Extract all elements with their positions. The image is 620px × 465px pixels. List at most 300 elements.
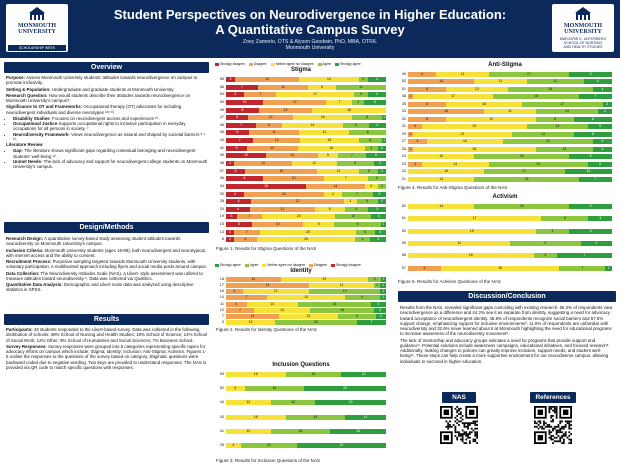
- question-label: 50: [219, 99, 224, 104]
- stacked-bar: [226, 415, 386, 420]
- legend-item-sa: Strongly agree: [335, 62, 361, 66]
- stacked-bar: [226, 192, 386, 197]
- bar-segment: 18: [244, 192, 324, 197]
- bar-segment: 5: [318, 153, 338, 158]
- bar-segment: 16: [286, 415, 346, 420]
- bar-segment: 22: [304, 386, 386, 391]
- bar-segment: 11: [249, 130, 299, 135]
- title-line-1: Student Perspectives on Neurodivergence in Higher Education:: [113, 7, 507, 22]
- bar-segment: 7: [226, 85, 258, 90]
- bar-segment: 13: [259, 108, 312, 113]
- bar-segment: 12: [243, 289, 309, 294]
- question-label: 21: [401, 176, 406, 181]
- bar-segment: 3: [365, 184, 378, 189]
- chart-title: Anti-Stigma: [488, 62, 522, 68]
- discussion-heading: Discussion/Conclusion: [398, 291, 616, 302]
- legend-item-sd: Strongly disagree: [215, 62, 245, 66]
- bar-segment: 14: [306, 184, 365, 189]
- bar-segment: 4: [368, 92, 386, 97]
- logo-right-sub: MARJORIE K. UNTERBERG SCHOOL OF NURSING AND HEALTH STUDIES: [559, 37, 607, 49]
- chart-caption: Figure 1. Results for Stigma Questions of the NAS: [216, 246, 317, 251]
- bar-segment: 18: [441, 266, 559, 271]
- bar-segment: 15: [286, 372, 342, 377]
- bar-segment: 5: [226, 386, 245, 391]
- bar-segment: 6: [408, 72, 436, 77]
- bar-segment: 18: [493, 94, 578, 99]
- bar-segment: 15: [330, 429, 386, 434]
- bar-segment: 12: [248, 115, 293, 120]
- bar-segment: 4: [581, 241, 612, 246]
- discussion-paragraph-1: Results from the NAS, revealed significant gaps coinciding with existing research. 65.2% of respondents view neurodivergence as a difference and 44.2% see it as separate from identity, suggesting a need for advocacy toward acceptance of neurodivergent identity. 46.8% of respondents recognize social barriers and 67.5% support change, emphasizing support for inclusive environments³. 11.6% of respondents are unfamiliar with neurodiversity and 32.6% never learned about it at Monmouth highlighting the need for educational programs to increase awareness of the neurodiversity movement⁹.: [400, 305, 613, 337]
- bar-segment: 14: [235, 77, 299, 82]
- question-label: 23: [401, 161, 406, 166]
- question-label: 28: [219, 199, 224, 204]
- question-label: 10: [219, 307, 224, 312]
- question-label: 61: [401, 216, 406, 221]
- overview-body: Purpose: Assess Monmouth University students’ attitudes towards neurodivergence on campus to promote inclusivity. Setting & Population: Undergraduate and graduate students at Monmouth University. Research Question: How would students describe their attitudes towards neurodivergence on Monmouth University’s campus? Significance to OT and Frameworks: Occupational therapy (OT) advocates for including neurodivergent individuals and diverse neurotypes ¹²⁸ ¹⁰. • Disability Studies- Focuses on neurodivergent access and experiences ¹⁰. • Occupational Justice-Supports occupational rights to inclusive participation in everyday occupations for all persons in society. ⁷ • Neurodiversity Framework- Views neurodivergence as natural and shaped by societal barriers ² ⁴ ¹⁰. Literature Review • Gap- The literature shows significant gaps regarding contextual belonging and neurodivergent students’ well-being ¹². • Unmet Needs- The lack of advocacy and support for neurodivergent college students on Monmouth University’s campus.: [6, 75, 208, 169]
- stacked-bar: [226, 138, 386, 143]
- bar-segment: 4: [536, 229, 570, 234]
- bar-segment: 5: [588, 124, 612, 129]
- bar-segment: 4: [226, 192, 244, 197]
- bar-segment: 1: [383, 115, 386, 120]
- stacked-bar: [226, 443, 386, 448]
- nas-qr-code[interactable]: [440, 406, 478, 444]
- bar-segment: 19: [503, 139, 593, 144]
- question-label: 15: [219, 222, 224, 227]
- university-building-icon: [575, 7, 591, 21]
- bar-segment: 12: [279, 314, 337, 319]
- bar-segment: 3: [354, 92, 368, 97]
- bar-segment: 16: [245, 386, 305, 391]
- results-body: Participants: 43 students responded to the Likert-based survey. Data was collected in the following distribution of schools: 39% School of Nursing and Health Studies; 19% School of Science; 14% School of Social Work; 12% Other; 9% School of Humanities and Social Sciences; 7% Business School. Survey Responses: Survey responses were grouped into 5 categories representing specific topics for advocacy efforts on campus which include: Stigma; Identity; Inclusion; Anti-Stigma; Activism. Figures 1-5 outline the responses to the questions of the survey based on category. Stigmatic questions were backward coded due to negative wording. Two keys are provided to understand responses. The NAS is provided via QR code to match specific questions with responses.: [6, 327, 208, 370]
- bar-segment: 3: [375, 230, 386, 235]
- bar-segment: 2: [226, 161, 234, 166]
- bar-segment: 6: [226, 199, 251, 204]
- monmouth-logo-right: [552, 4, 614, 52]
- discussion-paragraph-2: The lack of mentorship and advocacy groups indicates a need for programs that provide support and guidance⁹. Potential solutions include awareness campaigns, educational initiatives, and focused research⁸. Additionally, making changes to policies can greatly improve inclusion, support needs, and student well-being¹¹. These steps can help create a more supportive environment for our neurodiverse campus, allowing individuals to succeed in higher education.: [400, 337, 610, 364]
- poster-title: [80, 7, 540, 37]
- bar-segment: 6: [256, 123, 282, 128]
- stacked-bar: [408, 253, 612, 258]
- bar-segment: 6: [226, 115, 248, 120]
- bar-segment: 3: [408, 162, 422, 167]
- stacked-bar: [226, 314, 386, 319]
- stacked-bar: [408, 132, 612, 137]
- question-label: 35: [401, 101, 406, 106]
- bar-segment: 14: [298, 302, 370, 307]
- stacked-bar: [226, 308, 386, 313]
- bar-segment: 4: [370, 237, 386, 242]
- bar-segment: 3: [374, 161, 386, 166]
- stacked-bar: [226, 123, 386, 128]
- stacked-bar: [408, 124, 612, 129]
- question-label: 37: [219, 168, 224, 173]
- bar-segment: 13: [309, 289, 381, 294]
- bar-segment: 1: [374, 283, 380, 288]
- bar-segment: 1: [383, 138, 385, 143]
- author-names: Zoey Zamerio, OTS & Alyson Goodwin, PhD, MBA, OTR/L: [242, 39, 378, 45]
- bar-segment: 5: [588, 162, 612, 167]
- bar-segment: 1: [380, 295, 386, 300]
- bar-segment: 11: [474, 79, 526, 84]
- bar-segment: 10: [252, 222, 304, 227]
- bar-segment: 5: [226, 222, 252, 227]
- bar-segment: 10: [247, 302, 299, 307]
- question-label: 36: [219, 176, 224, 181]
- legend-item-n: Neither agree nor disagree: [271, 62, 314, 66]
- bar-segment: 17: [489, 72, 570, 77]
- bar-segment: 6: [359, 138, 382, 143]
- chart-title: Inclusion Questions: [272, 362, 330, 368]
- bar-segment: 6: [364, 100, 386, 105]
- bar-segment: 11: [250, 207, 315, 212]
- question-label: 59: [401, 241, 406, 245]
- bar-segment: 4: [371, 214, 386, 219]
- bar-segment: 3: [368, 207, 386, 212]
- bar-segment: 5: [408, 266, 441, 271]
- bar-segment: 4: [226, 92, 244, 97]
- bar-segment: 5: [359, 169, 378, 174]
- bar-segment: 10: [226, 100, 263, 105]
- bar-segment: 4: [593, 147, 612, 152]
- bar-segment: 10: [263, 176, 325, 181]
- question-label: 41: [219, 428, 224, 433]
- bar-segment: 5: [366, 153, 386, 158]
- bar-segment: 7: [326, 100, 352, 105]
- question-label: 3: [221, 319, 224, 324]
- bar-segment: 13: [299, 77, 358, 82]
- stacked-bar: [226, 214, 386, 219]
- stacked-bar: [226, 386, 386, 391]
- references-qr-code[interactable]: [534, 406, 572, 444]
- bar-segment: 5: [226, 169, 245, 174]
- question-label: 48: [401, 94, 406, 99]
- bar-segment: 6: [541, 216, 588, 221]
- stacked-bar: [226, 283, 386, 288]
- stacked-bar: [408, 79, 612, 84]
- bar-segment: 20: [262, 214, 335, 219]
- chart-title: Activism: [492, 194, 518, 200]
- bar-segment: 13: [527, 124, 589, 129]
- overview-heading: Overview: [4, 62, 209, 73]
- question-label: 53: [219, 372, 224, 376]
- bar-segment: 3: [534, 253, 558, 258]
- bar-segment: 19: [446, 117, 536, 122]
- question-label: 18: [219, 277, 224, 281]
- anti-stigma-chart: [394, 62, 616, 192]
- question-label: 44: [219, 400, 224, 405]
- stacked-bar: [226, 85, 386, 90]
- bar-segment: 16: [298, 146, 365, 151]
- question-label: 26: [401, 146, 406, 151]
- bar-segment: 1: [409, 94, 412, 99]
- bar-segment: 16: [446, 102, 522, 107]
- bar-segment: 16: [408, 169, 484, 174]
- bar-segment: 11: [436, 72, 488, 77]
- university-building-icon: [29, 7, 45, 21]
- bar-segment: 10: [565, 169, 612, 174]
- question-label: 51: [401, 86, 406, 91]
- bar-segment: 12: [536, 147, 593, 152]
- question-label: 22: [401, 169, 406, 174]
- bar-segment: 9: [569, 72, 612, 77]
- stacked-bar: [226, 115, 386, 120]
- bar-segment: 7: [234, 230, 261, 235]
- bar-segment: 17: [484, 169, 565, 174]
- stacked-bar: [226, 92, 386, 97]
- legend-item-d: Disagree: [249, 62, 267, 66]
- bar-segment: 19: [245, 169, 317, 174]
- bar-segment: 2: [378, 146, 386, 151]
- bar-segment: 11: [336, 85, 386, 90]
- bar-segment: 18: [508, 87, 593, 92]
- bar-segment: 13: [446, 87, 508, 92]
- bar-segment: 20: [474, 204, 569, 209]
- stacked-bar: [226, 130, 386, 135]
- logo-left-name: MONMOUTH UNIVERSITY: [18, 23, 56, 35]
- question-label: 60: [401, 228, 406, 233]
- bar-segment: 20: [275, 320, 357, 325]
- bar-segment: 14: [226, 283, 309, 288]
- bar-segment: 7: [226, 308, 254, 313]
- question-label: 16: [219, 289, 224, 294]
- references-qr-heading: References: [530, 392, 576, 403]
- chart-title: Identity: [290, 268, 312, 274]
- legend-item-a: Agree: [318, 62, 332, 66]
- bar-segment: 6: [308, 85, 335, 90]
- bar-segment: 4: [369, 123, 386, 128]
- question-label: 46: [219, 122, 224, 127]
- activism-chart: [394, 194, 616, 286]
- bar-segment: 17: [408, 216, 541, 221]
- bar-segment: 14: [408, 154, 474, 159]
- bar-segment: 20: [474, 154, 569, 159]
- bar-segment: 7: [579, 94, 612, 99]
- question-label: 54: [219, 92, 224, 97]
- bar-segment: 1: [382, 222, 385, 227]
- question-label: 45: [219, 130, 224, 135]
- chart-caption: Figure 2. Results for Identity Questions of the NAS: [216, 327, 317, 332]
- bar-segment: 14: [422, 162, 488, 167]
- bar-segment: 11: [484, 109, 536, 114]
- stacked-bar: [226, 108, 386, 113]
- stacked-bar: [226, 77, 386, 82]
- bar-segment: 2: [378, 169, 386, 174]
- bar-segment: 9: [337, 161, 374, 166]
- bar-segment: 2: [226, 237, 234, 242]
- bar-segment: 12: [226, 400, 271, 405]
- stacked-bar: [408, 204, 612, 209]
- bar-segment: 1: [382, 289, 385, 294]
- stacked-bar: [408, 154, 612, 159]
- bar-segment: 1: [380, 283, 386, 288]
- bar-segment: 2: [603, 102, 612, 107]
- bar-segment: 3: [365, 146, 378, 151]
- bar-segment: 7: [226, 138, 253, 143]
- question-label: 33: [401, 109, 406, 114]
- bar-segment: 3: [226, 214, 237, 219]
- bar-segment: 5: [226, 146, 247, 151]
- bar-segment: 5: [569, 229, 612, 234]
- stacked-bar: [226, 289, 386, 294]
- bar-segment: 17: [413, 94, 494, 99]
- stacked-bar: [408, 94, 612, 99]
- question-label: 32: [401, 116, 406, 121]
- bar-segment: 1: [409, 146, 412, 151]
- bar-segment: 8: [536, 117, 574, 122]
- bar-segment: 14: [408, 177, 474, 182]
- bar-segment: 3: [368, 176, 386, 181]
- bar-segment: 16: [427, 139, 503, 144]
- identity-chart: [212, 268, 390, 334]
- monmouth-logo-left: [6, 4, 68, 52]
- bar-segment: 3: [598, 109, 612, 114]
- bar-segment: 12: [527, 79, 584, 84]
- bar-segment: 3: [368, 277, 382, 282]
- bar-segment: 14: [408, 204, 474, 209]
- bar-segment: 16: [310, 308, 374, 313]
- poster-header: [0, 0, 620, 58]
- bar-segment: 14: [282, 123, 343, 128]
- bar-segment: 9: [510, 241, 581, 246]
- stacked-bar: [408, 139, 612, 144]
- bar-segment: 15: [408, 229, 536, 234]
- bar-segment: 24: [297, 443, 386, 448]
- chart-caption: Figure 4. Results for Anti-Stigma Questions of the NAS: [398, 185, 508, 190]
- bar-segment: 13: [512, 132, 574, 137]
- bar-segment: 13: [266, 153, 318, 158]
- question-label: 11: [220, 301, 224, 306]
- stacked-bar: [408, 169, 612, 174]
- bar-segment: 16: [226, 415, 286, 420]
- bar-segment: 13: [536, 109, 598, 114]
- bar-segment: 8: [338, 314, 377, 319]
- question-label: 25: [219, 442, 224, 447]
- bar-segment: 11: [292, 161, 337, 166]
- bar-segment: 10: [335, 214, 371, 219]
- question-label: 52: [401, 79, 406, 84]
- bar-segment: 25: [260, 230, 355, 235]
- bar-segment: 3: [226, 289, 243, 294]
- bar-segment: 4: [226, 302, 247, 307]
- bar-segment: 12: [253, 138, 300, 143]
- chart-title: Stigma: [290, 67, 311, 73]
- bar-segment: 19: [315, 400, 386, 405]
- question-label: 40: [401, 72, 406, 76]
- bar-segment: 18: [312, 108, 386, 113]
- question-label: 39: [219, 153, 224, 158]
- question-label: 43: [219, 414, 224, 419]
- bar-segment: 11: [317, 169, 359, 174]
- bar-segment: 5: [357, 199, 378, 204]
- bar-segment: 5: [356, 230, 375, 235]
- logo-left-tag: SCHOLARSHIP WEEK: [8, 45, 66, 51]
- bar-segment: 1: [409, 131, 412, 136]
- bar-segment: 2: [376, 314, 386, 319]
- bar-segment: 12: [341, 372, 386, 377]
- bar-segment: 22: [251, 199, 344, 204]
- bar-segment: 2: [359, 77, 368, 82]
- bar-segment: 9: [569, 204, 612, 209]
- question-label: 19: [219, 214, 224, 219]
- stigma-chart: [212, 67, 390, 253]
- stacked-bar: [226, 146, 386, 151]
- bar-segment: 5: [226, 130, 249, 135]
- design-body: Research Design: A quantitative survey-based study assessing student attitudes towards neurodiversity on Monmouth University’s campus. Inclusion Criteria: Monmouth University students (ages 18-89), both neurodivergent and neurotypical, with internet access and the ability to consent. Recruitment Process: Purposive sampling targeted towards Monmouth University students, with voluntary participation. A multifaceted approach including flyers and social media posts around campus. Data Collection: The Neurodiversity Attitudes Scale (NAS), a Likert- style assessment was utilized to measure attitudes toward neurodiversity ⁶. Data was collected via Qualtrics. Quantitative Data Analysis: Demographic and Likert scale data was analyzed using descriptive statistics in SPSS.: [6, 236, 207, 293]
- question-label: 55: [219, 77, 224, 81]
- stacked-bar: [226, 372, 386, 377]
- logo-right-name: MONMOUTH UNIVERSITY: [564, 23, 602, 35]
- bar-segment: 7: [226, 123, 256, 128]
- question-label: 30: [219, 191, 224, 196]
- bar-segment: 4: [226, 443, 241, 448]
- discussion-body: [400, 305, 614, 365]
- stacked-bar: [226, 207, 386, 212]
- question-label: 44: [219, 138, 224, 143]
- stacked-bar: [226, 184, 386, 189]
- bar-segment: 15: [300, 138, 359, 143]
- bar-segment: 11: [345, 415, 386, 420]
- bar-segment: 2: [226, 230, 234, 235]
- stacked-bar: [408, 109, 612, 114]
- bar-segment: 19: [281, 277, 368, 282]
- bar-segment: 19: [226, 184, 306, 189]
- stacked-bar: [408, 72, 612, 77]
- stacked-bar: [226, 302, 386, 307]
- bar-segment: 25: [257, 237, 355, 242]
- bar-segment: 11: [299, 130, 349, 135]
- question-label: 14: [219, 295, 224, 300]
- question-label: 56: [219, 84, 224, 89]
- bar-segment: 8: [349, 130, 386, 135]
- bar-segment: 16: [408, 109, 484, 114]
- bar-segment: 8: [408, 102, 446, 107]
- question-label: 58: [401, 253, 406, 258]
- bar-segment: 22: [422, 124, 526, 129]
- bar-segment: 4: [345, 207, 369, 212]
- results-heading: Results: [4, 314, 209, 325]
- question-label: 62: [401, 204, 406, 208]
- stacked-bar: [408, 229, 612, 234]
- bar-segment: 4: [368, 77, 386, 82]
- bar-segment: 6: [584, 79, 612, 84]
- stacked-bar: [226, 230, 386, 235]
- chart-caption: Figure 5. Results for Activism Questions of the NAS: [398, 279, 501, 284]
- bar-segment: 3: [408, 124, 422, 129]
- question-label: 7: [221, 313, 224, 318]
- bar-segment: 3: [371, 302, 386, 307]
- legend-mid: [215, 263, 361, 267]
- legend2-item-d: Disagree: [309, 263, 327, 267]
- bar-segment: 4: [593, 87, 612, 92]
- stacked-bar: [408, 241, 612, 246]
- bar-segment: 22: [474, 177, 578, 182]
- bar-segment: 8: [226, 108, 259, 113]
- stacked-bar: [226, 100, 386, 105]
- bar-segment: 15: [241, 443, 297, 448]
- bar-segment: 26: [413, 147, 536, 152]
- legend2-item-sa: Strongly agree: [215, 263, 241, 267]
- bar-segment: 9: [334, 222, 380, 227]
- bar-segment: 11: [226, 314, 279, 319]
- bar-segment: 17: [522, 102, 603, 107]
- bar-segment: 2: [378, 199, 386, 204]
- bar-segment: 12: [226, 320, 275, 325]
- question-label: 49: [219, 107, 224, 112]
- author-affiliation: Monmouth University: [285, 45, 335, 52]
- bar-segment: 8: [408, 117, 446, 122]
